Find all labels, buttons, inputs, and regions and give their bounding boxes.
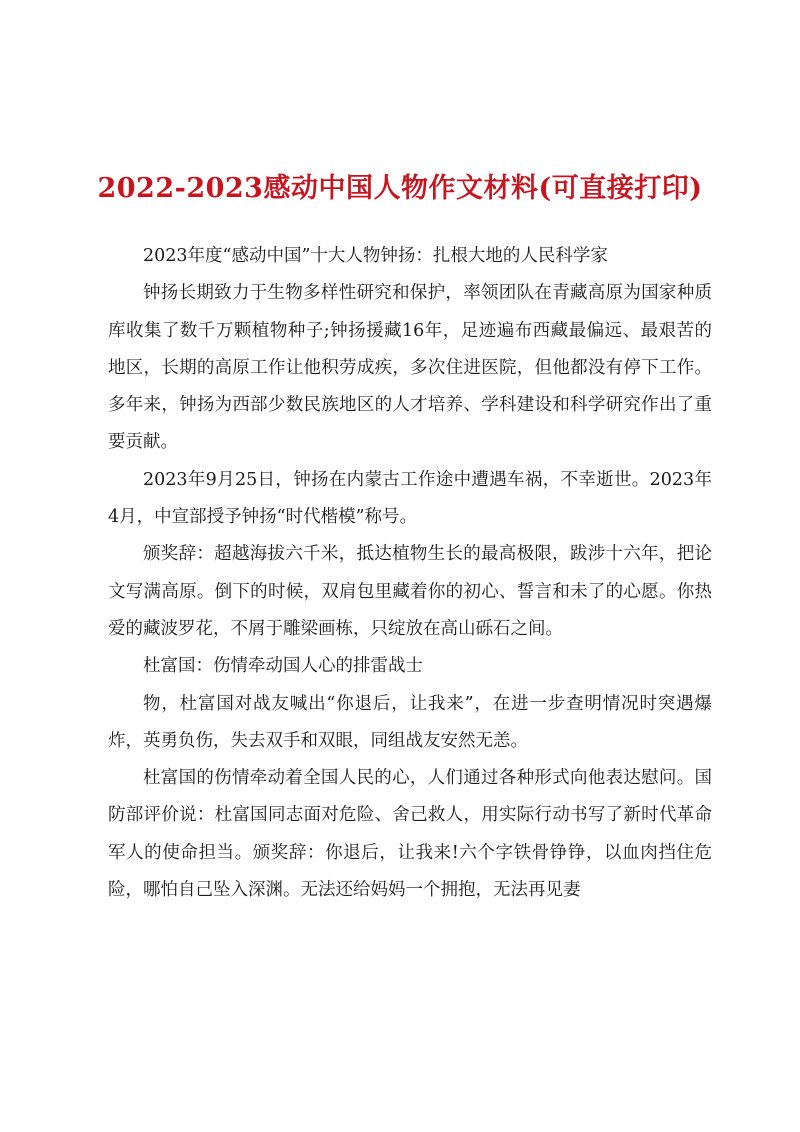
paragraph-du-fuguo-heading: 杜富国：伤情牵动国人心的排雷战士 <box>143 656 423 677</box>
paragraph-zhong-yang-award-speech: 颁奖辞：超越海拔六千米，抵达植物生长的最高极限，跋涉十六年，把论文写满高原。倒下的时候，双肩包里藏着你的初心、誓言和未了的心愿。你热爱的藏波罗花，不屑于雕梁画栋，只绽放在高山砾石之间。 <box>108 544 712 639</box>
paragraph-du-fuguo-award-speech: 杜富国的伤情牵动着全国人民的心，人们通过各种形式向他表达慰问。国防部评价说：杜富国同志面对危险、舍己救人，用实际行动书写了新时代革命军人的使命担当。颁奖辞：你退后，让我来!六个字铁骨铮铮，以血肉挡住危险，哪怕自己坠入深渊。无法还给妈妈一个拥抱，无法再见妻 <box>108 768 712 901</box>
paragraph-du-fuguo-explosion: 物，杜富国对战友喊出“你退后，让我来”，在进一步查明情况时突遇爆炸，英勇负伤，失去双手和双眼，同组战友安然无恙。 <box>108 693 712 751</box>
paragraph-zhong-yang-heading: 2023年度“感动中国”十大人物钟扬：扎根大地的人民科学家 <box>143 246 608 266</box>
document-body <box>108 238 712 909</box>
paragraph-zhong-yang-research: 钟扬长期致力于生物多样性研究和保护，率领团队在青藏高原为国家种质库收集了数千万颗植物种子;钟扬援藏16年，足迹遍布西藏最偏远、最艰苦的地区，长期的高原工作让他积劳成疾，多次住进医院，但他都没有停下工作。多年来，钟扬为西部少数民族地区的人才培养、学科建设和科学研究作出了重要贡献。 <box>108 283 712 453</box>
document-title: 2022-2023感动中国人物作文材料(可直接打印) <box>97 173 703 204</box>
paragraph-zhong-yang-death: 2023年9月25日，钟扬在内蒙古工作途中遭遇车祸，不幸逝世。2023年4月，中宣部授予钟扬“时代楷模”称号。 <box>108 469 712 528</box>
